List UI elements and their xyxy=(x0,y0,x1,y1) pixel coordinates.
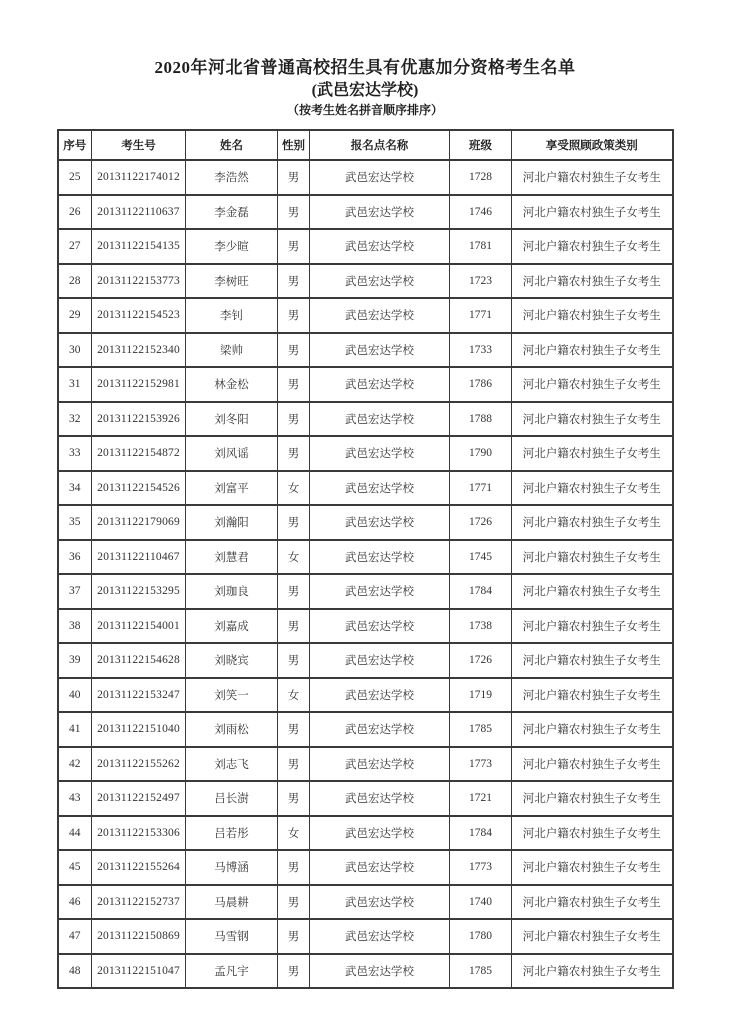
cell-policy-category: 河北户籍农村独生子女考生 xyxy=(512,609,673,644)
cell-name: 刘志飞 xyxy=(186,747,278,782)
cell-name: 刘富平 xyxy=(186,471,278,506)
cell-name: 李金磊 xyxy=(186,195,278,230)
table-row xyxy=(58,781,673,816)
cell-class: 1726 xyxy=(450,505,512,540)
cell-registration-site: 武邑宏达学校 xyxy=(310,781,450,816)
cell-exam-number: 20131122152737 xyxy=(92,885,186,920)
cell-index: 42 xyxy=(58,747,92,782)
cell-exam-number: 20131122110637 xyxy=(92,195,186,230)
cell-index: 47 xyxy=(58,919,92,954)
table-row xyxy=(58,643,673,678)
cell-class: 1728 xyxy=(450,160,512,195)
cell-name: 马雪钢 xyxy=(186,919,278,954)
cell-index: 48 xyxy=(58,954,92,989)
cell-exam-number: 20131122151047 xyxy=(92,954,186,989)
cell-policy-category: 河北户籍农村独生子女考生 xyxy=(512,505,673,540)
cell-name: 刘嘉成 xyxy=(186,609,278,644)
cell-index: 27 xyxy=(58,229,92,264)
cell-gender: 男 xyxy=(278,333,310,368)
cell-index: 44 xyxy=(58,816,92,851)
cell-name: 刘慧君 xyxy=(186,540,278,575)
table-row xyxy=(58,747,673,782)
cell-policy-category: 河北户籍农村独生子女考生 xyxy=(512,954,673,989)
cell-exam-number: 20131122154872 xyxy=(92,436,186,471)
table-row xyxy=(58,712,673,747)
cell-policy-category: 河北户籍农村独生子女考生 xyxy=(512,816,673,851)
cell-class: 1788 xyxy=(450,402,512,437)
cell-registration-site: 武邑宏达学校 xyxy=(310,747,450,782)
cell-gender: 男 xyxy=(278,609,310,644)
cell-registration-site: 武邑宏达学校 xyxy=(310,954,450,989)
cell-index: 36 xyxy=(58,540,92,575)
cell-name: 吕长澍 xyxy=(186,781,278,816)
cell-gender: 男 xyxy=(278,298,310,333)
cell-registration-site: 武邑宏达学校 xyxy=(310,540,450,575)
cell-gender: 男 xyxy=(278,160,310,195)
cell-registration-site: 武邑宏达学校 xyxy=(310,264,450,299)
cell-class: 1786 xyxy=(450,367,512,402)
cell-registration-site: 武邑宏达学校 xyxy=(310,333,450,368)
cell-registration-site: 武邑宏达学校 xyxy=(310,609,450,644)
cell-name: 刘晓宾 xyxy=(186,643,278,678)
cell-class: 1771 xyxy=(450,471,512,506)
table-row xyxy=(58,402,673,437)
cell-name: 李钊 xyxy=(186,298,278,333)
cell-registration-site: 武邑宏达学校 xyxy=(310,436,450,471)
table-row xyxy=(58,195,673,230)
table-row xyxy=(58,436,673,471)
cell-class: 1773 xyxy=(450,850,512,885)
table-row xyxy=(58,954,673,989)
cell-index: 31 xyxy=(58,367,92,402)
cell-registration-site: 武邑宏达学校 xyxy=(310,919,450,954)
cell-name: 梁帅 xyxy=(186,333,278,368)
cell-name: 马博涵 xyxy=(186,850,278,885)
cell-gender: 男 xyxy=(278,954,310,989)
cell-policy-category: 河北户籍农村独生子女考生 xyxy=(512,712,673,747)
cell-index: 34 xyxy=(58,471,92,506)
cell-registration-site: 武邑宏达学校 xyxy=(310,850,450,885)
cell-gender: 男 xyxy=(278,195,310,230)
cell-gender: 男 xyxy=(278,885,310,920)
cell-policy-category: 河北户籍农村独生子女考生 xyxy=(512,436,673,471)
cell-policy-category: 河北户籍农村独生子女考生 xyxy=(512,678,673,713)
cell-gender: 女 xyxy=(278,816,310,851)
cell-index: 33 xyxy=(58,436,92,471)
cell-index: 29 xyxy=(58,298,92,333)
cell-name: 孟凡宇 xyxy=(186,954,278,989)
cell-policy-category: 河北户籍农村独生子女考生 xyxy=(512,781,673,816)
cell-registration-site: 武邑宏达学校 xyxy=(310,160,450,195)
cell-policy-category: 河北户籍农村独生子女考生 xyxy=(512,850,673,885)
cell-name: 吕若彤 xyxy=(186,816,278,851)
cell-class: 1785 xyxy=(450,954,512,989)
table-row xyxy=(58,609,673,644)
cell-policy-category: 河北户籍农村独生子女考生 xyxy=(512,643,673,678)
cell-policy-category: 河北户籍农村独生子女考生 xyxy=(512,229,673,264)
cell-index: 41 xyxy=(58,712,92,747)
cell-exam-number: 20131122152340 xyxy=(92,333,186,368)
cell-index: 35 xyxy=(58,505,92,540)
cell-name: 李树旺 xyxy=(186,264,278,299)
cell-class: 1740 xyxy=(450,885,512,920)
cell-policy-category: 河北户籍农村独生子女考生 xyxy=(512,298,673,333)
cell-gender: 女 xyxy=(278,540,310,575)
cell-index: 26 xyxy=(58,195,92,230)
cell-name: 刘雨松 xyxy=(186,712,278,747)
cell-exam-number: 20131122174012 xyxy=(92,160,186,195)
cell-gender: 女 xyxy=(278,471,310,506)
cell-class: 1771 xyxy=(450,298,512,333)
cell-exam-number: 20131122155262 xyxy=(92,747,186,782)
cell-class: 1723 xyxy=(450,264,512,299)
cell-exam-number: 20131122154628 xyxy=(92,643,186,678)
page-title: 2020年河北省普通高校招生具有优惠加分资格考生名单 xyxy=(154,58,576,77)
cell-gender: 男 xyxy=(278,229,310,264)
cell-exam-number: 20131122154001 xyxy=(92,609,186,644)
table-header-row xyxy=(58,130,673,160)
cell-class: 1726 xyxy=(450,643,512,678)
cell-gender: 男 xyxy=(278,574,310,609)
cell-gender: 男 xyxy=(278,781,310,816)
cell-index: 45 xyxy=(58,850,92,885)
cell-class: 1784 xyxy=(450,574,512,609)
cell-policy-category: 河北户籍农村独生子女考生 xyxy=(512,402,673,437)
cell-class: 1790 xyxy=(450,436,512,471)
cell-registration-site: 武邑宏达学校 xyxy=(310,885,450,920)
cell-policy-category: 河北户籍农村独生子女考生 xyxy=(512,367,673,402)
cell-registration-site: 武邑宏达学校 xyxy=(310,712,450,747)
cell-policy-category: 河北户籍农村独生子女考生 xyxy=(512,540,673,575)
cell-exam-number: 20131122153773 xyxy=(92,264,186,299)
cell-name: 刘风谣 xyxy=(186,436,278,471)
table-body xyxy=(58,160,673,988)
cell-class: 1745 xyxy=(450,540,512,575)
cell-exam-number: 20131122153926 xyxy=(92,402,186,437)
cell-gender: 男 xyxy=(278,367,310,402)
cell-gender: 男 xyxy=(278,643,310,678)
cell-policy-category: 河北户籍农村独生子女考生 xyxy=(512,333,673,368)
cell-exam-number: 20131122151040 xyxy=(92,712,186,747)
table-row xyxy=(58,298,673,333)
cell-registration-site: 武邑宏达学校 xyxy=(310,367,450,402)
table-row xyxy=(58,816,673,851)
table-row xyxy=(58,678,673,713)
cell-exam-number: 20131122154523 xyxy=(92,298,186,333)
cell-name: 李少暄 xyxy=(186,229,278,264)
header-index: 序号 xyxy=(58,130,92,160)
cell-registration-site: 武邑宏达学校 xyxy=(310,229,450,264)
cell-gender: 女 xyxy=(278,678,310,713)
cell-class: 1784 xyxy=(450,816,512,851)
cell-policy-category: 河北户籍农村独生子女考生 xyxy=(512,195,673,230)
cell-registration-site: 武邑宏达学校 xyxy=(310,195,450,230)
cell-gender: 男 xyxy=(278,505,310,540)
cell-class: 1738 xyxy=(450,609,512,644)
cell-index: 39 xyxy=(58,643,92,678)
cell-exam-number: 20131122150869 xyxy=(92,919,186,954)
header-gender: 性别 xyxy=(278,130,310,160)
cell-class: 1773 xyxy=(450,747,512,782)
table-row xyxy=(58,919,673,954)
table-header xyxy=(58,130,673,160)
cell-class: 1781 xyxy=(450,229,512,264)
cell-name: 刘瀚阳 xyxy=(186,505,278,540)
cell-gender: 男 xyxy=(278,402,310,437)
header-class: 班级 xyxy=(450,130,512,160)
cell-registration-site: 武邑宏达学校 xyxy=(310,298,450,333)
cell-registration-site: 武邑宏达学校 xyxy=(310,816,450,851)
cell-policy-category: 河北户籍农村独生子女考生 xyxy=(512,919,673,954)
cell-exam-number: 20131122152497 xyxy=(92,781,186,816)
cell-exam-number: 20131122152981 xyxy=(92,367,186,402)
cell-policy-category: 河北户籍农村独生子女考生 xyxy=(512,160,673,195)
page-subtitle: (武邑宏达学校) xyxy=(311,82,419,99)
table-row xyxy=(58,160,673,195)
table-row xyxy=(58,367,673,402)
cell-index: 32 xyxy=(58,402,92,437)
cell-index: 40 xyxy=(58,678,92,713)
cell-registration-site: 武邑宏达学校 xyxy=(310,471,450,506)
table-row xyxy=(58,333,673,368)
cell-name: 李浩然 xyxy=(186,160,278,195)
table-row xyxy=(58,264,673,299)
cell-index: 28 xyxy=(58,264,92,299)
cell-exam-number: 20131122153306 xyxy=(92,816,186,851)
cell-registration-site: 武邑宏达学校 xyxy=(310,574,450,609)
header-exam-number: 考生号 xyxy=(92,130,186,160)
cell-registration-site: 武邑宏达学校 xyxy=(310,643,450,678)
cell-policy-category: 河北户籍农村独生子女考生 xyxy=(512,574,673,609)
cell-class: 1733 xyxy=(450,333,512,368)
table-row xyxy=(58,885,673,920)
cell-name: 马晨耕 xyxy=(186,885,278,920)
cell-index: 43 xyxy=(58,781,92,816)
students-table xyxy=(57,129,674,989)
header-name: 姓名 xyxy=(186,130,278,160)
cell-name: 刘冬阳 xyxy=(186,402,278,437)
cell-registration-site: 武邑宏达学校 xyxy=(310,505,450,540)
cell-exam-number: 20131122153247 xyxy=(92,678,186,713)
cell-exam-number: 20131122153295 xyxy=(92,574,186,609)
cell-policy-category: 河北户籍农村独生子女考生 xyxy=(512,885,673,920)
cell-exam-number: 20131122110467 xyxy=(92,540,186,575)
cell-class: 1721 xyxy=(450,781,512,816)
cell-index: 38 xyxy=(58,609,92,644)
cell-policy-category: 河北户籍农村独生子女考生 xyxy=(512,747,673,782)
cell-class: 1746 xyxy=(450,195,512,230)
cell-index: 37 xyxy=(58,574,92,609)
cell-gender: 男 xyxy=(278,436,310,471)
cell-gender: 男 xyxy=(278,919,310,954)
cell-gender: 男 xyxy=(278,747,310,782)
cell-exam-number: 20131122154526 xyxy=(92,471,186,506)
cell-exam-number: 20131122154135 xyxy=(92,229,186,264)
cell-exam-number: 20131122155264 xyxy=(92,850,186,885)
cell-registration-site: 武邑宏达学校 xyxy=(310,402,450,437)
cell-index: 25 xyxy=(58,160,92,195)
table-row xyxy=(58,540,673,575)
document-header xyxy=(0,0,730,118)
sort-order-note: （按考生姓名拼音顺序排序） xyxy=(286,103,443,117)
cell-class: 1780 xyxy=(450,919,512,954)
cell-policy-category: 河北户籍农村独生子女考生 xyxy=(512,471,673,506)
cell-exam-number: 20131122179069 xyxy=(92,505,186,540)
cell-class: 1785 xyxy=(450,712,512,747)
table-row xyxy=(58,574,673,609)
cell-index: 30 xyxy=(58,333,92,368)
cell-name: 林金松 xyxy=(186,367,278,402)
cell-name: 刘珈良 xyxy=(186,574,278,609)
table-row xyxy=(58,471,673,506)
cell-gender: 男 xyxy=(278,264,310,299)
cell-policy-category: 河北户籍农村独生子女考生 xyxy=(512,264,673,299)
header-registration-site: 报名点名称 xyxy=(310,130,450,160)
cell-name: 刘笑一 xyxy=(186,678,278,713)
table-row xyxy=(58,229,673,264)
cell-gender: 男 xyxy=(278,712,310,747)
cell-index: 46 xyxy=(58,885,92,920)
cell-class: 1719 xyxy=(450,678,512,713)
table-row xyxy=(58,505,673,540)
cell-registration-site: 武邑宏达学校 xyxy=(310,678,450,713)
cell-gender: 男 xyxy=(278,850,310,885)
header-policy-category: 享受照顾政策类别 xyxy=(512,130,673,160)
table-row xyxy=(58,850,673,885)
